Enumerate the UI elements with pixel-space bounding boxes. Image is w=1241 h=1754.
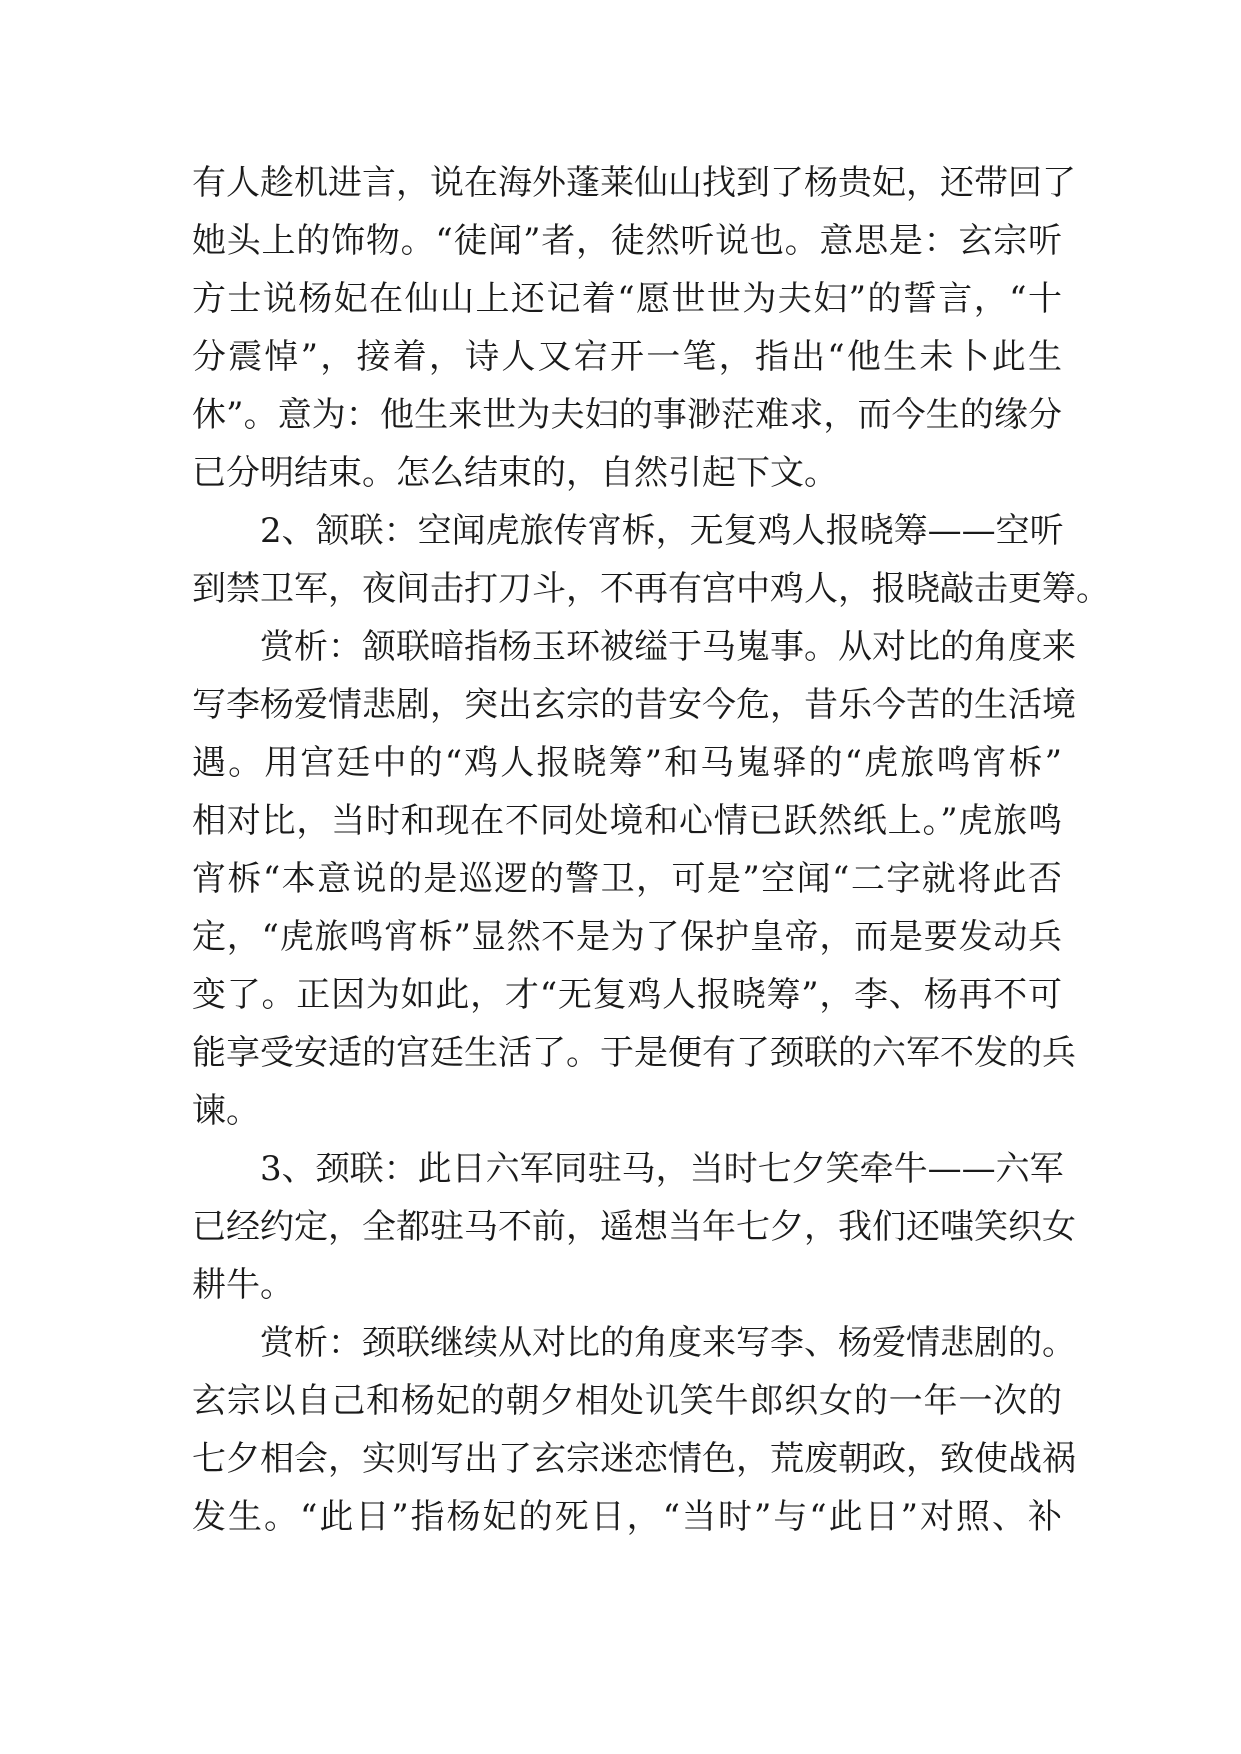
text-line: 耕牛。 (192, 1265, 294, 1305)
text-line: 休”。意为：他生来世为夫妇的事渺茫难求，而今生的缘分 (192, 395, 1062, 435)
text-line: 到禁卫军，夜间击打刀斗，不再有宫中鸡人，报晓敲击更筹。 (192, 569, 1110, 609)
text-line: 赏析：颈联继续从对比的角度来写李、杨爱情悲剧的。 (260, 1323, 1076, 1363)
text-line: 2、颔联：空闻虎旅传宵柝，无复鸡人报晓筹——空听 (260, 511, 1064, 551)
text-line: 变了。正因为如此，才“无复鸡人报晓筹”，李、杨再不可 (192, 975, 1062, 1015)
text-line: 分震悼”，接着，诗人又宕开一笔，指出“他生未卜此生 (192, 337, 1062, 377)
text-line: 3、颈联：此日六军同驻马，当时七夕笑牵牛——六军 (260, 1149, 1064, 1189)
text-line: 写李杨爱情悲剧，突出玄宗的昔安今危，昔乐今苦的生活境 (192, 685, 1076, 725)
text-line: 定，“虎旅鸣宵柝”显然不是为了保护皇帝，而是要发动兵 (192, 917, 1062, 957)
text-line: 已分明结束。怎么结束的，自然引起下文。 (192, 453, 838, 493)
text-line: 她头上的饰物。“徒闻”者，徒然听说也。意思是：玄宗听 (192, 221, 1062, 261)
text-line: 相对比，当时和现在不同处境和心情已跃然纸上。”虎旅鸣 (192, 801, 1062, 841)
body-text (192, 154, 1110, 1546)
text-line: 七夕相会，实则写出了玄宗迷恋情色，荒废朝政，致使战祸 (192, 1439, 1076, 1479)
text-line: 能享受安适的宫廷生活了。于是便有了颈联的六军不发的兵 (192, 1033, 1076, 1073)
text-line: 赏析：颔联暗指杨玉环被缢于马嵬事。从对比的角度来 (260, 627, 1076, 667)
text-line: 方士说杨妃在仙山上还记着“愿世世为夫妇”的誓言，“十 (192, 279, 1062, 319)
text-line: 宵柝“本意说的是巡逻的警卫，可是”空闻“二字就将此否 (192, 859, 1062, 899)
text-line: 遇。用宫廷中的“鸡人报晓筹”和马嵬驿的“虎旅鸣宵柝” (192, 743, 1062, 783)
text-line: 发生。“此日”指杨妃的死日，“当时”与“此日”对照、补 (192, 1497, 1062, 1537)
text-line: 有人趁机进言，说在海外蓬莱仙山找到了杨贵妃，还带回了 (192, 163, 1076, 203)
text-line: 谏。 (192, 1091, 260, 1131)
text-line: 玄宗以自己和杨妃的朝夕相处讥笑牛郎织女的一年一次的 (192, 1381, 1062, 1421)
text-line: 已经约定，全都驻马不前，遥想当年七夕，我们还嗤笑织女 (192, 1207, 1076, 1247)
